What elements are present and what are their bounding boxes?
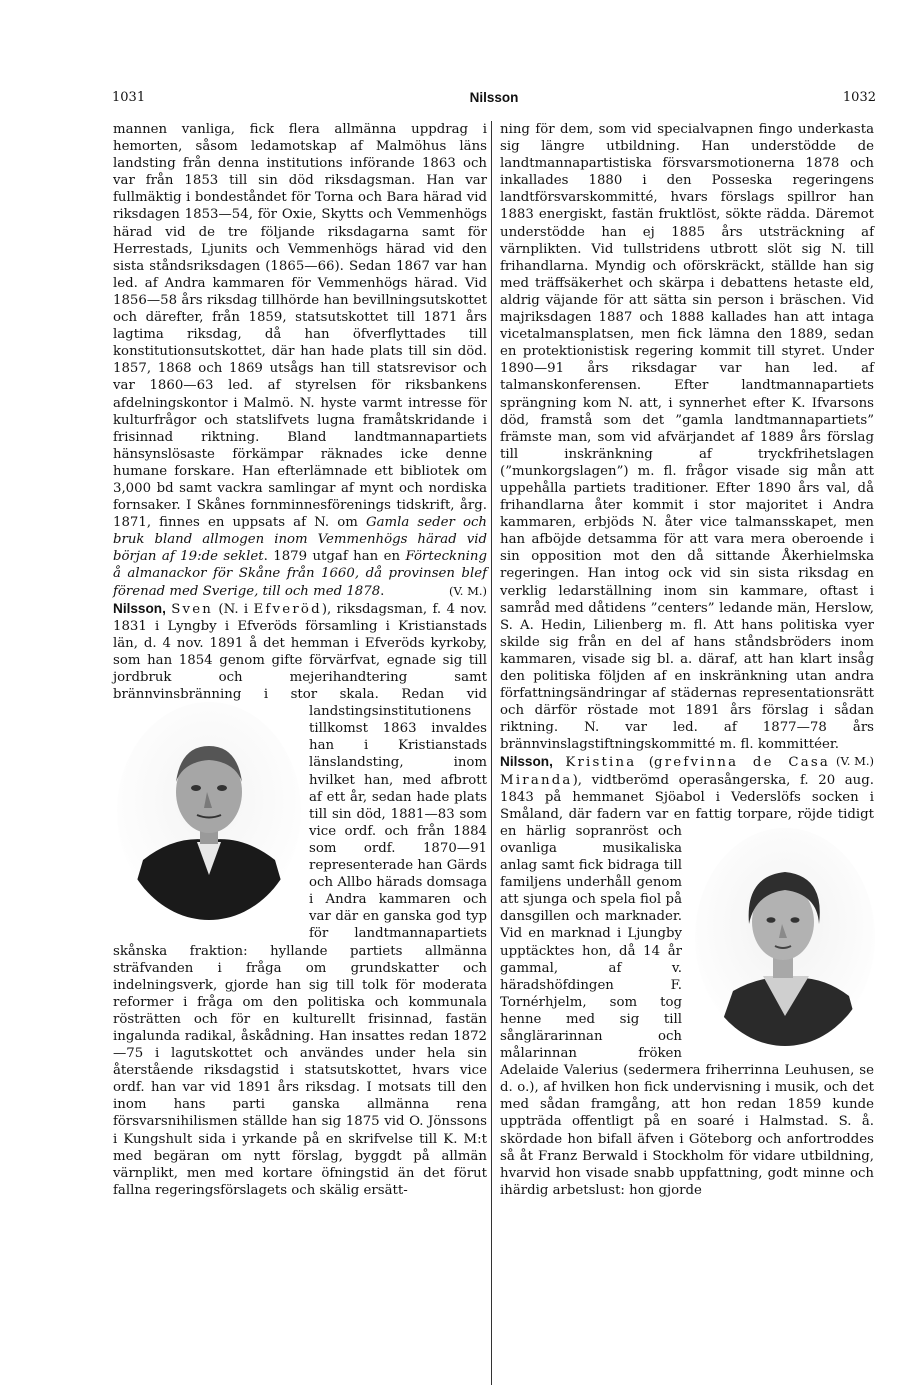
portrait-man-image (115, 700, 303, 922)
entry-continuation: mannen vanliga, fick flera allmänna uppdrag i hemorten, såsom ledamotskap af Malmöhus läns landsting från denna institutions införande 1863 och var från 1853 till sin död riksdagsman. Han var fullmäktig i bondeståndet för Torna och Bara härad vid riksdagen 1853—54, för Oxie, Skytts och Vemmenhögs härad vid de tre följande riksdagarna samt för Herrestads, Ljunits och Vemmenhögs härad vid den sista ståndsriksdagen (1865—66). Sedan 1867 var han led. af Andra kammaren för Vemmenhögs härad. Vid 1856—58 års riksdag tillhörde han bevillningsutskottet och därefter, från 1859, statsutskottet till 1871 års lagtima riksdag, då han öfverflyttades till konstitutionsutskottet, där han hade plats till sin död. 1857, 1868 och 1869 utsågs han till statsrevisor och var 1860—63 led. af styrelsen för riksbankens afdelningskontor i Malmö. N. hyste varmt intresse för kulturfrågor och statslifvets lugna framåtskridande i frisinnad riktning. Bland landtmannapartiets hänsynslösaste förkämpar räknades icke denne humane forskare. Han efterlämnade ett bibliotek om 3,000 bd samt vackra samlingar af mynt och nordiska fornsaker. I Skånes fornminnesförenings tidskrift, årg. 1871, finnes en uppsats af N. om Gamla seder och bruk bland allmogen inom Vemmenhögs härad vid början af 19:de seklet. 1879 utgaf han en Förteckning å almanackor för Skåne från 1660, då provinsen blef förenad med Sverige, till och med 1878. (V. M.) (113, 122, 487, 599)
entry-kristina-nilsson: Nilsson, Kristina (grefvinna de Casa Miranda), vidtberömd operasångerska, f. 20 aug. 1843 på hemmanet Sjöabol i Vederslöfs socken i Småland, där fadern var en fattig torpare, röjde tidigt en härlig sopranröst och ovanliga musikaliska anlag samt fick bidraga till familjens underhåll genom att sjunga och spela fiol på dansgillen och marknader. Vid en marknad i Ljungby upptäcktes hon, då 14 år gammal, af v. häradshöfdingen F. Tornérhjelm, som tog henne med sig till sånglärarinnan och målarinnan fröken Adelaide Valerius (sedermera friherrinna Leuhusen, se d. o.), af hvilken hon fick undervisning i musik, och det med sådan framgång, att hon redan 1859 kunde uppträda offentligt på en soaré i Halmstad. S. å. skördade hon bifall äfven i Göteborg och anfortroddes så åt Franz Berwald i Stockholm för vidare utbildning, hvarvid hon visade snabb uppfattning, godt minne och ihärdig arbetslust: hon gjorde (500, 754, 874, 1198)
entry-sven-nilsson: Nilsson, Sven (N. i Efveröd), riksdagsman, f. 4 nov. 1831 i Lyngby i Efveröds församling i Kristianstads län, d. 4 nov. 1891 å det hemman i Efveröds kyrkoby, som han 1854 genom gifte förvärfvat, egnade sig till jordbruk och mejerihandtering samt brännvinsbränning i stor skala. Redan vid landstingsinstitutionens tillkomst 1863 invaldes han i Kristianstads länslandsting, inom hvilket han, med afbrott af ett år, sedan hade plats till sin död, 1881—83 som vice ordf. och från 1884 som ordf. 1870—91 representerade han Gärds och Allbo härads domsaga i Andra kammaren och var där en ganska god typ för landtmannapartiets skånska fraktion: hyllande partiets allmänna sträfvanden i fråga om grundskatter och indelningsverk, gjorde han sig till tolk för moderata reformer i fråga om den politiska och kommunala rösträtten och för en kulturellt frisinnad, fastän ingalunda radikal, åskådning. Han insattes redan 1872—75 i lagutskottet och användes under hela sin återstående riksdagstid i statsutskottet, hvars vice ordf. han var vid 1891 års riksdag. I motsats till den inom hans parti ganska allmänna rena försvarsnihilismen ställde han sig 1875 vid O. Jönssons i Kungshult sida i yrkande på en skrifvelse till K. M:t med begäran om nytt förslag, byggdt på allmän värnplikt, men med kortare öfningstid än det förut fallna regeringsförslagets och skälig ersätt- (113, 600, 487, 1198)
author-signature: (V. M.) (448, 583, 487, 598)
portrait-sven-nilsson (115, 700, 303, 922)
portrait-woman-image (693, 826, 877, 1048)
column-divider (491, 121, 492, 1385)
author-signature: (V. M.) (835, 754, 874, 769)
headword: Nilsson, (500, 754, 553, 770)
page-number-right: 1032 (842, 90, 876, 105)
entry-continuation-right: ning för dem, som vid specialvapnen fingo underkasta sig längre utbildning. Han understödde de landtmannapartistiska försvarsmotionerna 1878 och inkallades 1880 i den Posseska regeringens landtförsvarskommitté, hvars förslags spillror han 1883 energiskt, fastän fruktlöst, sökte rädda. Däremot understödde han ej 1885 års utsträckning af värnplikten. Vid tullstridens utbrott slöt sig N. till frihandlarna. Myndig och oförskräckt, ställde han sig med träffsäkerhet och skärpa i debattens hetaste eld, aldrig väjande för att sätta sin person i bräschen. Vid majriksdagen 1887 och 1888 kallades han att intaga vicetalmansplatsen, men fick lämna den 1889, sedan en protektionistisk regering kommit till styret. Under 1890—91 års riksdagar var han led. af talmanskonferensen. Efter landtmannapartiets sprängning kom N. att, i synnerhet efter K. Ifvarsons död, framstå som det ”gamla landtmannapartiets” främste man, som vid afvärjandet af 1889 års förslag till inskränkning af tryckfrihetslagen (”munkorgslagen”) m. fl. frågor visade sig mån att uppehålla partiets traditioner. Efter 1890 års val, då frihandlarna åter kommit i stor majoritet i Andra kammaren, erbjöds N. åter vice talmansskapet, men han afböjde detsamma för att vara mera oberoende i sin opposition mot den då sittande Åkerhielmska regeringen. Han intog ock vid sin sista riksdag en verklig ledarställning inom sin kammare, oftast i samråd med dåtidens ”centers” ledande män, Herslow, S. A. Hedin, Lilienberg m. fl. Att hans politiska vyer skilde sig från en del af hans ståndsbröders inom kammaren, visade sig bl. a. däraf, att han klart insåg den politiska följden af en inskränkning utan andra författningsändringar af städernas representationsrätt och därför röstade mot 1891 års förslag i sådan riktning. N. var led. af 1877—78 års brännvinslagstiftningskommitté m. fl. kommittéer. (V. M.) (500, 121, 874, 753)
left-column (113, 121, 487, 1199)
portrait-kristina-nilsson (693, 826, 877, 1048)
running-title: Nilsson (469, 90, 519, 105)
headword: Nilsson, (113, 600, 166, 616)
page-number-left: 1031 (112, 90, 146, 105)
page-header (112, 90, 876, 112)
